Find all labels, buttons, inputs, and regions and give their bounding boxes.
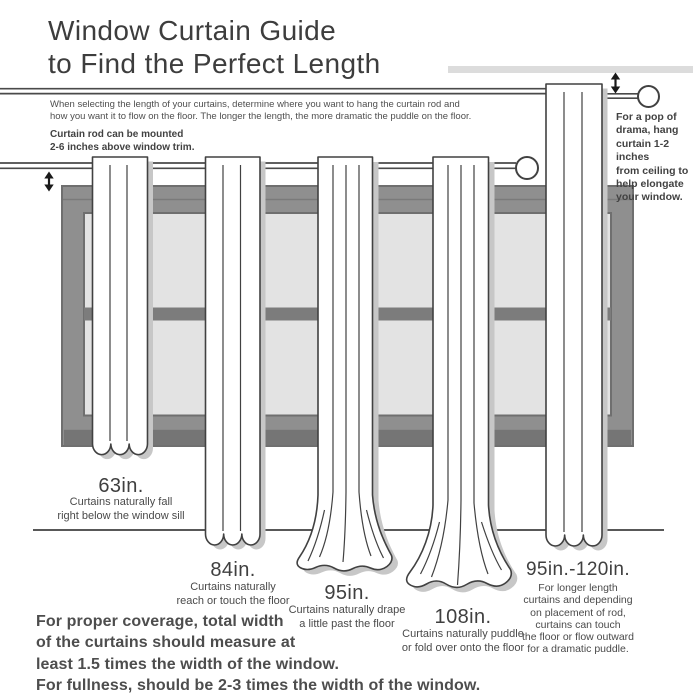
page-title-line1: Window Curtain Guide (48, 15, 337, 46)
length-label-84in: 84in. (210, 559, 256, 581)
intro-paragraph (50, 99, 471, 124)
ceiling-hang-note-line: curtain 1-2 inches (616, 137, 670, 164)
coverage-note-line: For fullness, should be 2-3 times the width of the window. (36, 677, 481, 695)
length-label-95-120in: 95in.-120in. (525, 559, 631, 580)
rod-mount-note-line: Curtain rod can be mounted (50, 129, 184, 140)
ceiling-hang-note-line: help elongate (616, 178, 684, 191)
ceiling-gap-arrow-icon (611, 73, 620, 94)
rod-mount-note-line: 2-6 inches above window trim. (50, 141, 195, 153)
ceiling-hang-note-line: from ceiling to (616, 164, 689, 177)
length-desc-line: on placement of rod, (530, 606, 626, 619)
length-desc-line: reach or touch the floor (176, 594, 290, 607)
length-label-63in: 63in. (98, 475, 144, 497)
ceiling-hang-note-line: drama, hang (616, 124, 679, 137)
length-desc-84in (176, 581, 289, 608)
length-desc-line: the floor or flow outward (521, 631, 635, 644)
ceiling-hang-note (616, 111, 700, 205)
intro-line: how you want it to flow on the floor. The longer the length, the more dramatic the puddle on the floor. (50, 111, 472, 123)
coverage-note-line: least 1.5 times the width of the window. (36, 655, 339, 673)
curtain-rod-upper (0, 89, 638, 99)
ceiling-band (448, 66, 693, 73)
page-title (48, 14, 381, 80)
length-desc-line: curtains and depending (523, 594, 633, 607)
length-desc-line: Curtains naturally fall (69, 496, 173, 508)
length-desc-line: for a dramatic puddle. (527, 643, 629, 656)
page-title-line2: to Find the Perfect Length (48, 48, 381, 79)
coverage-note (36, 611, 480, 697)
length-desc-line: a little past the floor (299, 617, 395, 630)
rod-mount-note (50, 129, 194, 154)
rod-finial-icon (638, 86, 659, 107)
rod-gap-arrow-icon (44, 172, 53, 192)
coverage-note-line: of the curtains should measure at (36, 634, 296, 652)
length-desc-line: For longer length (538, 582, 618, 594)
intro-line: When selecting the length of your curtains, determine where you want to hang the curtain rod and (50, 99, 460, 110)
length-label-108in: 108in. (434, 606, 492, 628)
length-desc-line: right below the window sill (57, 509, 185, 522)
curtain-95-120in (546, 84, 608, 551)
length-desc-63in (57, 496, 184, 523)
length-desc-95-120in (522, 582, 634, 656)
length-desc-line: or fold over onto the floor (401, 641, 525, 654)
length-desc-line: Curtains naturally drape (288, 604, 406, 616)
ceiling-hang-note-line: For a pop of (616, 111, 677, 123)
length-desc-line: Curtains naturally puddle (402, 628, 524, 640)
rod-finial-icon (516, 157, 538, 179)
curtain-63in (93, 157, 154, 459)
length-desc-line: Curtains naturally (190, 581, 276, 593)
ceiling-hang-note-line: your window. (616, 191, 683, 204)
length-label-95in: 95in. (324, 582, 370, 604)
length-desc-line: curtains can touch (535, 618, 621, 631)
curtain-84in (206, 157, 266, 550)
coverage-note-line: For proper coverage, total width (36, 613, 284, 630)
